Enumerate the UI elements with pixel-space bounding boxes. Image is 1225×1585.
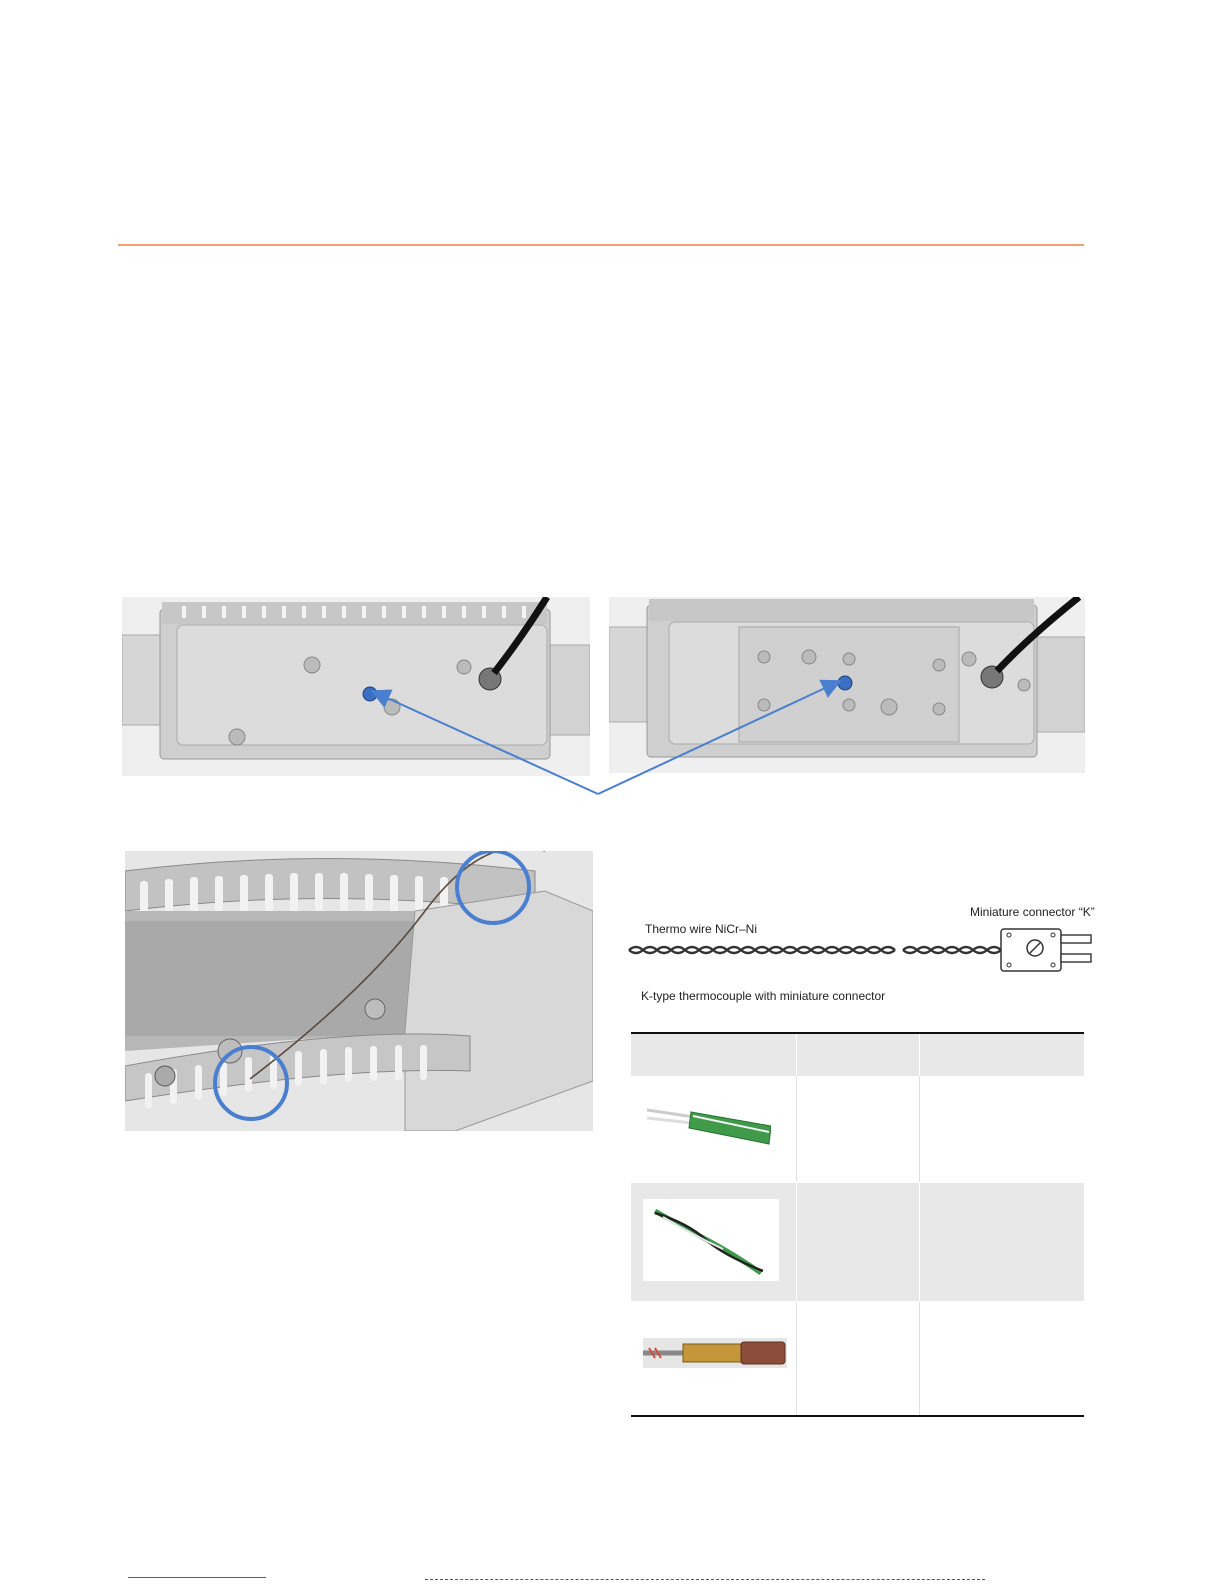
header-rule [118,244,1084,246]
callout-arrows [360,670,860,800]
table-bottom-rule [631,1415,1084,1417]
table-header-cell [920,1034,1084,1076]
sheathed-probe-image [643,1338,787,1368]
connector-label: Miniature connector “K” [970,905,1095,919]
table-cell [920,1076,1084,1182]
table-cell-image [631,1076,797,1182]
wire-label: Thermo wire NiCr–Ni [645,922,758,936]
table-cell [797,1302,920,1415]
table-row [631,1183,1084,1301]
thermocouple-diagram [625,895,1095,1010]
diagram-caption: K-type thermocouple with miniature connector [641,989,886,1003]
table-cell-image [631,1183,797,1301]
insulated-wire-image [641,1088,771,1148]
twisted-wire-image [643,1199,779,1281]
table-row [631,1302,1084,1415]
table-cell [920,1183,1084,1301]
thermocouple-table [631,1032,1084,1417]
thermocouple-closeup-photo [125,851,593,1131]
table-header-row [631,1034,1084,1076]
table-cell [920,1302,1084,1415]
table-cell [797,1183,920,1301]
table-cell-image [631,1302,797,1415]
table-header-cell [631,1034,797,1076]
table-header-cell [797,1034,920,1076]
table-row [631,1076,1084,1182]
table-cell [797,1076,920,1182]
footer-divider [425,1579,985,1581]
footer-link-underline[interactable] [128,1577,266,1578]
